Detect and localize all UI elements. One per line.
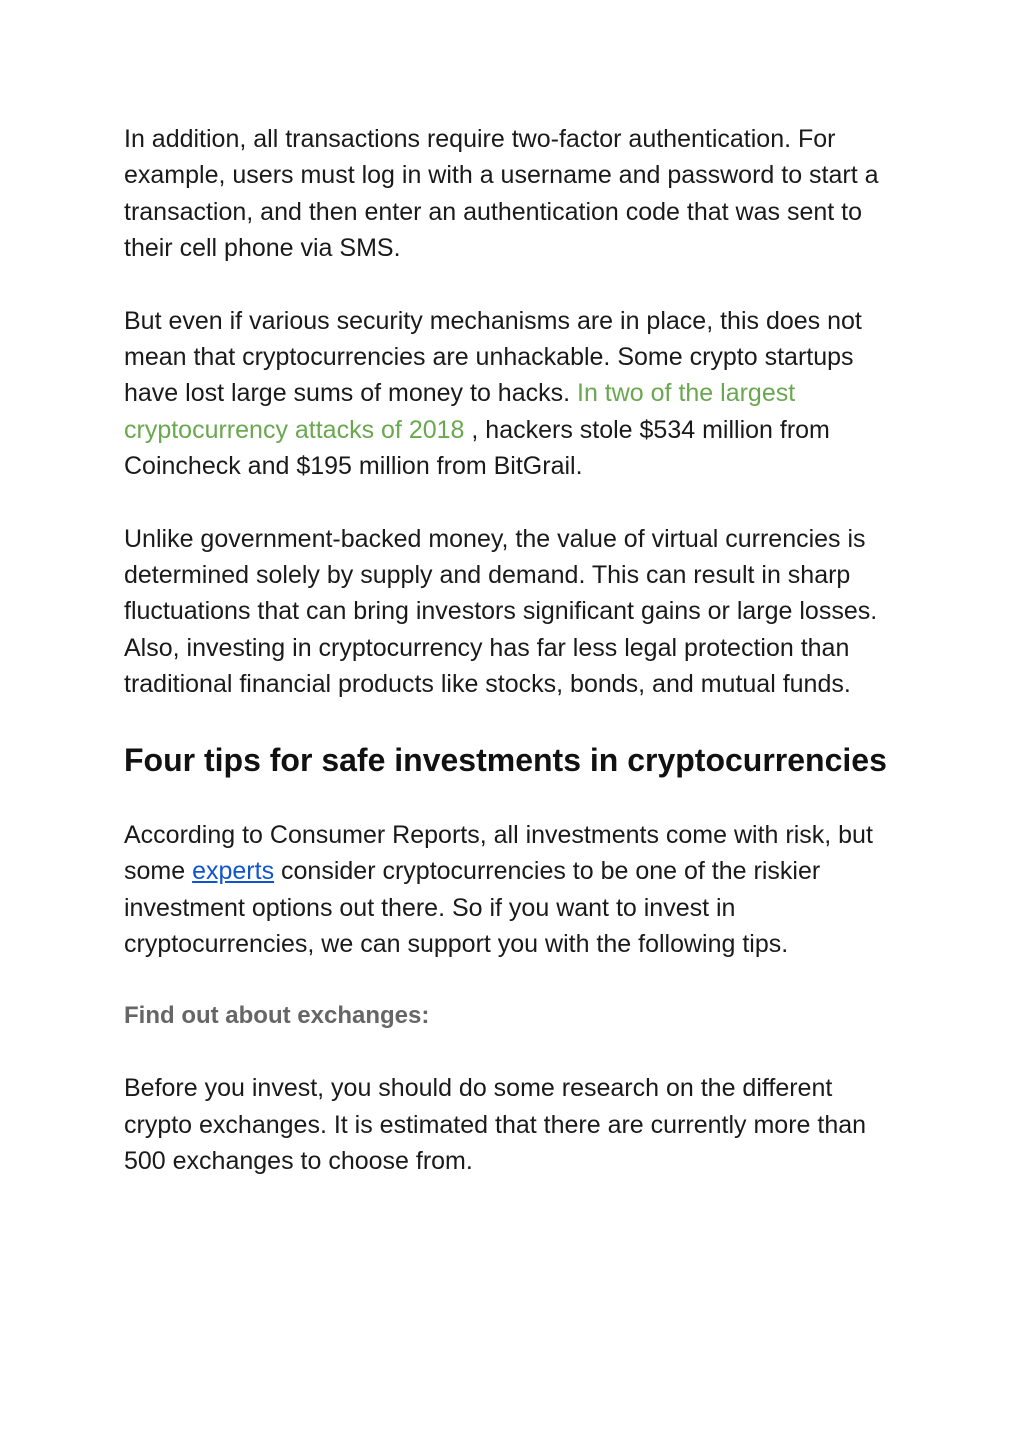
paragraph-two-factor-auth [124,121,904,267]
paragraph-text: , hackers stole $534 million from Coincheck and $195 million from BitGrail. [124,415,830,481]
spacer [124,267,904,303]
spacer [124,962,904,998]
spacer [124,485,904,521]
spacer [124,783,904,817]
paragraph-text: In addition, all transactions require two-factor authentication. For example, users must log in with a username and password to start a transaction, and then enter an authentication code that was sent to their cell phone via SMS. [124,125,879,263]
paragraph-text: Before you invest, you should do some research on the different crypto exchanges. It is estimated that there are currently more than 500 exchanges to choose from. [124,1074,867,1176]
paragraph-text: According to Consumer Reports, all investments come with risk, but some [124,820,873,886]
paragraph-consumer-reports [124,817,904,963]
spacer [124,1034,904,1070]
paragraph-text: Unlike government-backed money, the value of virtual currencies is determined solely by supply and demand. This can result in sharp fluctuations that can bring investors significant gains or large losses. Also, investing in cryptocurrency has far less legal protection than traditional financial products like stocks, bonds, and mutual funds. [124,524,878,699]
experts-link[interactable]: experts [192,857,275,886]
paragraph-research-exchanges [124,1070,904,1179]
paragraph-text: consider cryptocurrencies to be one of the riskier investment options out there. So if you want to invest in cryptocurrencies, we can support you with the following tips. [124,857,821,958]
section-heading: Four tips for safe investments in cryptocurrencies [124,741,887,778]
spacer [124,703,904,737]
paragraph-text: But even if various security mechanisms are in place, this does not mean that cryptocurrencies are unhackable. Some crypto startups have lost large sums of money to hacks. [124,306,862,408]
subheading-exchanges: Find out about exchanges: [124,1002,430,1030]
paragraph-security-hacks [124,303,904,485]
hacks-2018-link[interactable]: In two of the largest cryptocurrency attacks of 2018 [124,379,796,444]
paragraph-virtual-currency-value [124,521,904,703]
document-page [124,121,904,1180]
